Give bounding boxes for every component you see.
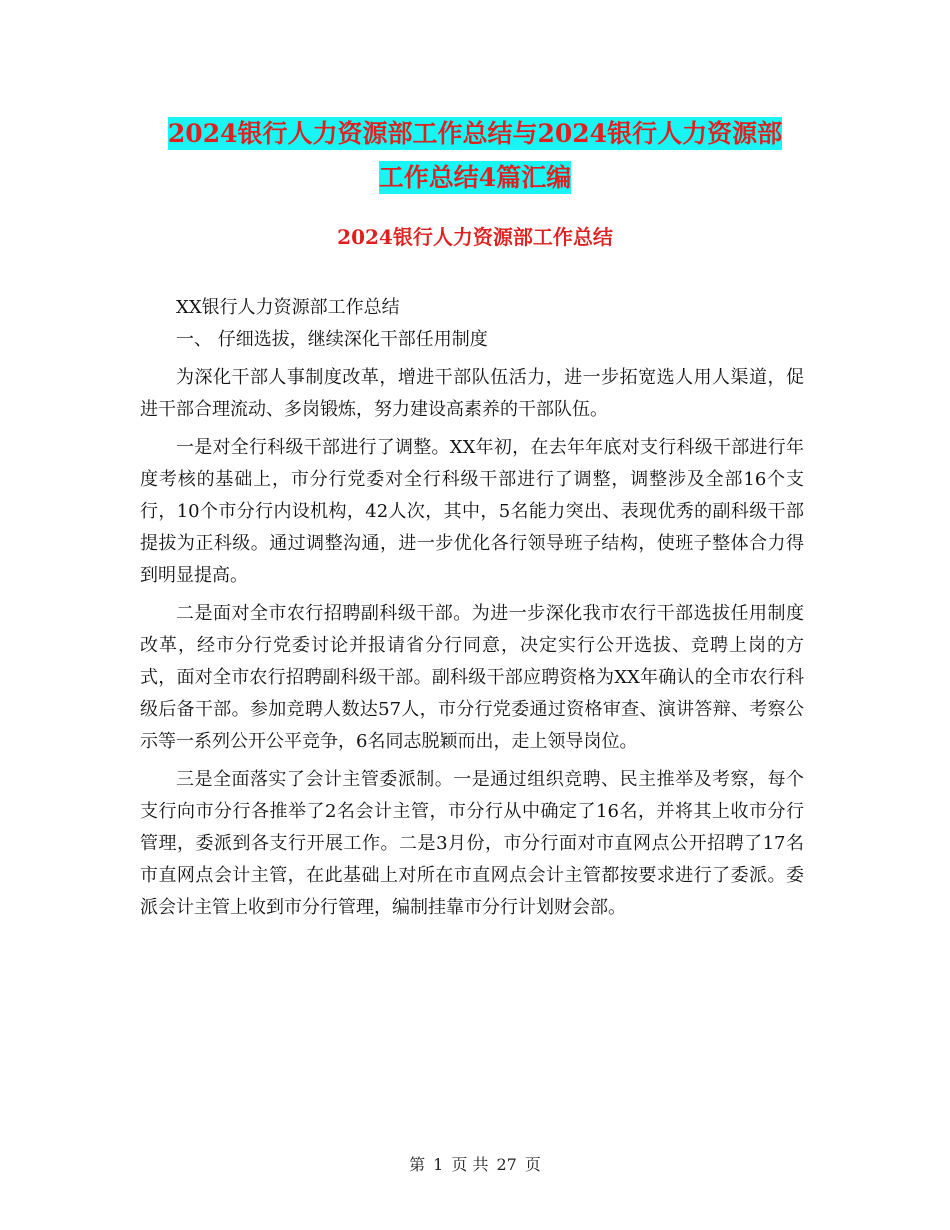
paragraph: 二是面对全市农行招聘副科级干部。为进一步深化我市农行干部选拔任用制度改革，经市分行党委讨论并报请省分行同意，决定实行公开选拔、竞聘上岗的方式，面对全市农行招聘副科级干部。副科级干部应聘资格为XX年确认的全市农行科级后备干部。参加竞聘人数达57人，市分行党委通过资格审查、演讲答辩、考察公示等一系列公开公平竞争，6名同志脱颖而出，走上领导岗位。 [140,603,804,752]
section-title: 2024银行人力资源部工作总结 [337,225,613,249]
main-title [140,112,810,200]
footer-middle: 页 共 [451,1155,489,1174]
main-title-line-1: 2024银行人力资源部工作总结与2024银行人力资源部 [167,119,783,148]
body-text [140,292,804,924]
total-pages-number: 27 [496,1155,517,1174]
page-footer [0,1154,950,1176]
paragraph: 三是全面落实了会计主管委派制。一是通过组织竞聘、民主推举及考察，每个支行向市分行各推举了2名会计主管，市分行从中确定了16名，并将其上收市分行管理，委派到各支行开展工作。二是3月份，市分行面对市直网点公开招聘了17名市直网点会计主管，在此基础上对所在市直网点会计主管都按要求进行了委派。委派会计主管上收到市分行管理，编制挂靠市分行计划财会部。 [140,769,804,918]
paragraph: XX银行人力资源部工作总结 [176,297,400,318]
paragraph: 一、 仔细选拔，继续深化干部任用制度 [176,329,488,350]
current-page-number: 1 [433,1155,444,1174]
footer-prefix: 第 [409,1155,426,1174]
paragraph: 为深化干部人事制度改革，增进干部队伍活力，进一步拓宽选人用人渠道，促进干部合理流动、多岗锻炼，努力建设高素养的干部队伍。 [140,367,804,420]
paragraph: 一是对全行科级干部进行了调整。XX年初，在去年年底对支行科级干部进行年度考核的基础上，市分行党委对全行科级干部进行了调整，调整涉及全部16个支行，10个市分行内设机构，42人次，其中，5名能力突出、表现优秀的副科级干部提拔为正科级。通过调整沟通，进一步优化各行领导班子结构，使班子整体合力得到明显提高。 [140,437,804,586]
main-title-line-2: 工作总结4篇汇编 [378,163,572,192]
footer-suffix: 页 [524,1155,541,1174]
